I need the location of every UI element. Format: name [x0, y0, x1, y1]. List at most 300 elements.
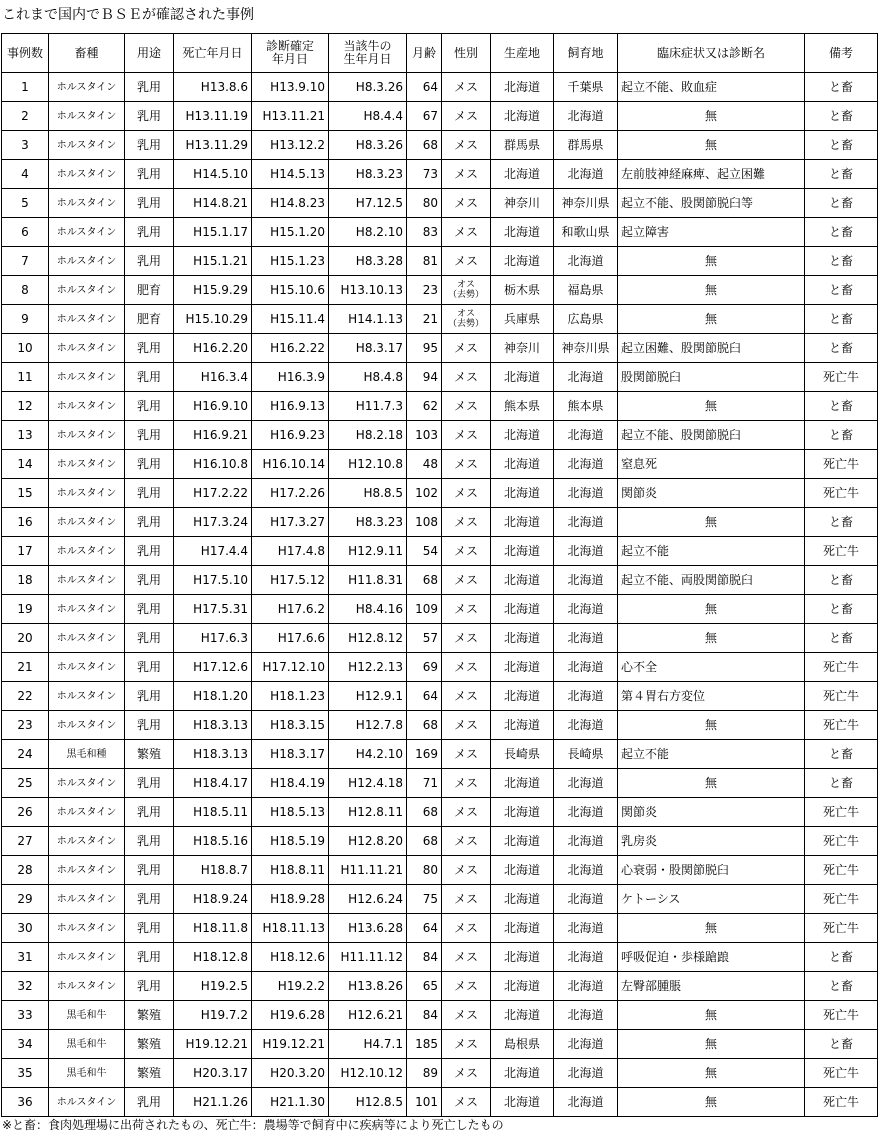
- cell-diagnosis-date: H16.10.14: [252, 450, 329, 479]
- cell-rearing-place: 神奈川県: [554, 189, 618, 218]
- cell-purpose: 乳用: [125, 450, 174, 479]
- table-row: [2, 218, 878, 247]
- cell-clinical-signs: 第４胃右方変位: [618, 682, 805, 711]
- cell-diagnosis-date: H18.5.13: [252, 798, 329, 827]
- cell-death-date: H21.1.26: [174, 1088, 252, 1117]
- cell-clinical-signs: 起立不能、股関節脱臼: [618, 421, 805, 450]
- cell-rearing-place: 北海道: [554, 682, 618, 711]
- cell-clinical-signs: 無: [618, 624, 805, 653]
- cell-case-number: 18: [2, 566, 49, 595]
- cell-birthplace: 神奈川: [491, 189, 554, 218]
- cell-clinical-signs: 左臀部腫脹: [618, 972, 805, 1001]
- cell-rearing-place: 北海道: [554, 595, 618, 624]
- cell-purpose: 乳用: [125, 856, 174, 885]
- table-row: [2, 885, 878, 914]
- cell-rearing-place: 北海道: [554, 943, 618, 972]
- table-row: [2, 479, 878, 508]
- cell-age-months: 21: [407, 305, 442, 334]
- cell-sex: メス: [442, 247, 491, 276]
- cell-breed: 黒毛和種: [49, 740, 125, 769]
- column-header-death-date: 死亡年月日: [174, 34, 252, 73]
- cell-birthplace: 北海道: [491, 624, 554, 653]
- cell-diagnosis-date: H16.2.22: [252, 334, 329, 363]
- cell-clinical-signs: 無: [618, 102, 805, 131]
- cell-age-months: 103: [407, 421, 442, 450]
- cell-breed: ホルスタイン: [49, 972, 125, 1001]
- cell-sex: メス: [442, 624, 491, 653]
- header-row: [2, 34, 878, 73]
- cell-case-number: 30: [2, 914, 49, 943]
- cell-purpose: 乳用: [125, 537, 174, 566]
- cell-diagnosis-date: H17.3.27: [252, 508, 329, 537]
- cell-sex: メス: [442, 943, 491, 972]
- cell-clinical-signs: 起立不能、股関節脱臼等: [618, 189, 805, 218]
- cell-diagnosis-date: H18.5.19: [252, 827, 329, 856]
- cell-diagnosis-date: H17.6.6: [252, 624, 329, 653]
- cell-remarks: と畜: [805, 508, 878, 537]
- cell-age-months: 57: [407, 624, 442, 653]
- cell-purpose: 乳用: [125, 508, 174, 537]
- cell-birthplace: 北海道: [491, 1088, 554, 1117]
- cell-breed: ホルスタイン: [49, 160, 125, 189]
- cell-case-number: 33: [2, 1001, 49, 1030]
- cell-diagnosis-date: H19.12.21: [252, 1030, 329, 1059]
- cell-age-months: 185: [407, 1030, 442, 1059]
- cell-age-months: 64: [407, 914, 442, 943]
- cell-sex: オス （去勢）: [442, 276, 491, 305]
- cell-rearing-place: 和歌山県: [554, 218, 618, 247]
- cell-death-date: H16.10.8: [174, 450, 252, 479]
- cell-birthplace: 北海道: [491, 160, 554, 189]
- cell-purpose: 乳用: [125, 247, 174, 276]
- cell-birth-date: H12.2.13: [329, 653, 407, 682]
- cell-sex: オス （去勢）: [442, 305, 491, 334]
- cell-sex: メス: [442, 334, 491, 363]
- cell-birth-date: H11.11.12: [329, 943, 407, 972]
- cell-sex: メス: [442, 102, 491, 131]
- table-row: [2, 305, 878, 334]
- cell-sex: メス: [442, 740, 491, 769]
- cell-remarks: 死亡牛: [805, 1088, 878, 1117]
- cell-rearing-place: 神奈川県: [554, 334, 618, 363]
- cell-birthplace: 北海道: [491, 1059, 554, 1088]
- cell-death-date: H18.11.8: [174, 914, 252, 943]
- cell-case-number: 20: [2, 624, 49, 653]
- cell-remarks: 死亡牛: [805, 1059, 878, 1088]
- cell-sex: メス: [442, 914, 491, 943]
- cell-birthplace: 北海道: [491, 102, 554, 131]
- cell-case-number: 6: [2, 218, 49, 247]
- cell-sex: メス: [442, 392, 491, 421]
- cell-birthplace: 北海道: [491, 972, 554, 1001]
- cell-birth-date: H8.3.17: [329, 334, 407, 363]
- cell-clinical-signs: 乳房炎: [618, 827, 805, 856]
- cell-remarks: 死亡牛: [805, 827, 878, 856]
- cell-purpose: 繁殖: [125, 1030, 174, 1059]
- column-header-birthplace: 生産地: [491, 34, 554, 73]
- cell-breed: ホルスタイン: [49, 566, 125, 595]
- cell-age-months: 101: [407, 1088, 442, 1117]
- cell-case-number: 29: [2, 885, 49, 914]
- cell-rearing-place: 群馬県: [554, 131, 618, 160]
- cell-clinical-signs: 関節炎: [618, 479, 805, 508]
- column-header-diagnosis-date: 診断確定 年月日: [252, 34, 329, 73]
- table-row: [2, 73, 878, 102]
- page-title: これまで国内でＢＳＥが確認された事例: [2, 7, 254, 23]
- cell-birthplace: 北海道: [491, 247, 554, 276]
- cell-clinical-signs: 呼吸促迫・歩様蹌踉: [618, 943, 805, 972]
- cell-death-date: H13.11.19: [174, 102, 252, 131]
- cell-clinical-signs: 無: [618, 1059, 805, 1088]
- cell-death-date: H16.9.21: [174, 421, 252, 450]
- cell-birth-date: H14.1.13: [329, 305, 407, 334]
- cell-diagnosis-date: H17.6.2: [252, 595, 329, 624]
- table-row: [2, 856, 878, 885]
- cell-rearing-place: 北海道: [554, 566, 618, 595]
- cell-case-number: 23: [2, 711, 49, 740]
- cell-case-number: 26: [2, 798, 49, 827]
- cell-remarks: と畜: [805, 334, 878, 363]
- table-body: [2, 73, 878, 1117]
- cell-clinical-signs: 無: [618, 1088, 805, 1117]
- table-row: [2, 1001, 878, 1030]
- cell-clinical-signs: 起立困難、股関節脱臼: [618, 334, 805, 363]
- cell-birthplace: 長崎県: [491, 740, 554, 769]
- cell-case-number: 13: [2, 421, 49, 450]
- cell-rearing-place: 北海道: [554, 537, 618, 566]
- cell-case-number: 12: [2, 392, 49, 421]
- cell-remarks: 死亡牛: [805, 711, 878, 740]
- cell-diagnosis-date: H19.2.2: [252, 972, 329, 1001]
- cell-clinical-signs: 窒息死: [618, 450, 805, 479]
- cell-breed: ホルスタイン: [49, 711, 125, 740]
- cell-breed: ホルスタイン: [49, 247, 125, 276]
- cell-diagnosis-date: H18.4.19: [252, 769, 329, 798]
- cell-birth-date: H12.9.1: [329, 682, 407, 711]
- cell-remarks: と畜: [805, 218, 878, 247]
- cell-case-number: 17: [2, 537, 49, 566]
- cell-birth-date: H8.3.23: [329, 508, 407, 537]
- cell-birthplace: 北海道: [491, 856, 554, 885]
- cell-birth-date: H8.2.10: [329, 218, 407, 247]
- cell-birthplace: 神奈川: [491, 334, 554, 363]
- cell-rearing-place: 北海道: [554, 363, 618, 392]
- cell-birthplace: 北海道: [491, 479, 554, 508]
- cell-death-date: H17.5.31: [174, 595, 252, 624]
- cell-breed: ホルスタイン: [49, 595, 125, 624]
- cell-remarks: と畜: [805, 972, 878, 1001]
- cell-age-months: 48: [407, 450, 442, 479]
- cell-clinical-signs: 起立不能、両股関節脱臼: [618, 566, 805, 595]
- cell-remarks: と畜: [805, 392, 878, 421]
- cell-death-date: H16.2.20: [174, 334, 252, 363]
- cell-death-date: H18.9.24: [174, 885, 252, 914]
- cell-age-months: 23: [407, 276, 442, 305]
- cell-case-number: 11: [2, 363, 49, 392]
- cell-sex: メス: [442, 537, 491, 566]
- cell-breed: ホルスタイン: [49, 1088, 125, 1117]
- cell-birth-date: H11.11.21: [329, 856, 407, 885]
- cell-sex: メス: [442, 1001, 491, 1030]
- cell-birth-date: H4.7.1: [329, 1030, 407, 1059]
- cell-rearing-place: 北海道: [554, 769, 618, 798]
- cell-clinical-signs: 無: [618, 508, 805, 537]
- cell-diagnosis-date: H15.10.6: [252, 276, 329, 305]
- cell-birth-date: H12.10.8: [329, 450, 407, 479]
- cell-diagnosis-date: H13.12.2: [252, 131, 329, 160]
- cell-sex: メス: [442, 711, 491, 740]
- cell-purpose: 乳用: [125, 885, 174, 914]
- table-row: [2, 682, 878, 711]
- cell-age-months: 95: [407, 334, 442, 363]
- cell-death-date: H20.3.17: [174, 1059, 252, 1088]
- cell-diagnosis-date: H18.12.6: [252, 943, 329, 972]
- column-header-remarks: 備考: [805, 34, 878, 73]
- cell-sex: メス: [442, 885, 491, 914]
- cell-purpose: 乳用: [125, 624, 174, 653]
- cell-breed: 黒毛和牛: [49, 1059, 125, 1088]
- cell-birthplace: 島根県: [491, 1030, 554, 1059]
- cell-sex: メス: [442, 653, 491, 682]
- cell-case-number: 9: [2, 305, 49, 334]
- cell-remarks: と畜: [805, 276, 878, 305]
- cell-birth-date: H12.9.11: [329, 537, 407, 566]
- cell-rearing-place: 北海道: [554, 885, 618, 914]
- cell-breed: ホルスタイン: [49, 102, 125, 131]
- cell-diagnosis-date: H17.4.8: [252, 537, 329, 566]
- table-row: [2, 1059, 878, 1088]
- cell-clinical-signs: 無: [618, 711, 805, 740]
- cell-clinical-signs: 左前肢神経麻痺、起立困難: [618, 160, 805, 189]
- cell-case-number: 25: [2, 769, 49, 798]
- cell-sex: メス: [442, 1059, 491, 1088]
- cell-purpose: 乳用: [125, 769, 174, 798]
- cell-breed: ホルスタイン: [49, 827, 125, 856]
- cell-remarks: と畜: [805, 769, 878, 798]
- cell-rearing-place: 北海道: [554, 798, 618, 827]
- cell-diagnosis-date: H17.2.26: [252, 479, 329, 508]
- cell-purpose: 乳用: [125, 218, 174, 247]
- cell-purpose: 乳用: [125, 131, 174, 160]
- cell-birth-date: H8.3.26: [329, 131, 407, 160]
- cell-birth-date: H12.8.5: [329, 1088, 407, 1117]
- cell-diagnosis-date: H18.9.28: [252, 885, 329, 914]
- cell-breed: 黒毛和牛: [49, 1001, 125, 1030]
- cell-purpose: 乳用: [125, 798, 174, 827]
- cell-age-months: 62: [407, 392, 442, 421]
- cell-death-date: H15.10.29: [174, 305, 252, 334]
- cell-age-months: 89: [407, 1059, 442, 1088]
- cell-purpose: 乳用: [125, 595, 174, 624]
- cell-purpose: 繁殖: [125, 1059, 174, 1088]
- cell-sex: メス: [442, 566, 491, 595]
- cell-clinical-signs: 無: [618, 1030, 805, 1059]
- table-row: [2, 247, 878, 276]
- cell-death-date: H18.5.11: [174, 798, 252, 827]
- cell-remarks: と畜: [805, 1030, 878, 1059]
- cell-birthplace: 北海道: [491, 73, 554, 102]
- cell-breed: ホルスタイン: [49, 189, 125, 218]
- cell-birthplace: 北海道: [491, 1001, 554, 1030]
- cell-death-date: H18.1.20: [174, 682, 252, 711]
- cell-birth-date: H8.3.26: [329, 73, 407, 102]
- cell-sex: メス: [442, 972, 491, 1001]
- cell-rearing-place: 北海道: [554, 247, 618, 276]
- cell-case-number: 24: [2, 740, 49, 769]
- cell-birth-date: H12.8.20: [329, 827, 407, 856]
- cell-birthplace: 北海道: [491, 450, 554, 479]
- cell-sex: メス: [442, 682, 491, 711]
- cell-remarks: 死亡牛: [805, 450, 878, 479]
- cell-death-date: H18.4.17: [174, 769, 252, 798]
- cell-age-months: 102: [407, 479, 442, 508]
- cell-purpose: 乳用: [125, 421, 174, 450]
- cell-breed: ホルスタイン: [49, 305, 125, 334]
- table-row: [2, 827, 878, 856]
- cell-birthplace: 北海道: [491, 566, 554, 595]
- cell-remarks: と畜: [805, 160, 878, 189]
- cell-age-months: 83: [407, 218, 442, 247]
- cell-death-date: H17.6.3: [174, 624, 252, 653]
- cell-age-months: 75: [407, 885, 442, 914]
- cell-breed: ホルスタイン: [49, 421, 125, 450]
- cell-birthplace: 北海道: [491, 711, 554, 740]
- cell-death-date: H18.3.13: [174, 740, 252, 769]
- cell-birthplace: 群馬県: [491, 131, 554, 160]
- table-row: [2, 334, 878, 363]
- cell-birth-date: H12.7.8: [329, 711, 407, 740]
- cell-clinical-signs: 関節炎: [618, 798, 805, 827]
- cell-age-months: 80: [407, 189, 442, 218]
- cell-clinical-signs: 起立不能: [618, 740, 805, 769]
- cell-diagnosis-date: H15.11.4: [252, 305, 329, 334]
- cell-breed: ホルスタイン: [49, 537, 125, 566]
- table-row: [2, 798, 878, 827]
- cell-clinical-signs: 無: [618, 247, 805, 276]
- cell-case-number: 1: [2, 73, 49, 102]
- cell-remarks: 死亡牛: [805, 537, 878, 566]
- cell-diagnosis-date: H18.11.13: [252, 914, 329, 943]
- cell-birth-date: H12.6.24: [329, 885, 407, 914]
- cell-rearing-place: 北海道: [554, 1030, 618, 1059]
- cell-sex: メス: [442, 798, 491, 827]
- cell-clinical-signs: ケトーシス: [618, 885, 805, 914]
- table-row: [2, 711, 878, 740]
- cell-age-months: 80: [407, 856, 442, 885]
- table-row: [2, 160, 878, 189]
- cell-breed: ホルスタイン: [49, 798, 125, 827]
- cell-purpose: 乳用: [125, 827, 174, 856]
- cell-death-date: H15.1.21: [174, 247, 252, 276]
- cell-breed: ホルスタイン: [49, 334, 125, 363]
- cell-sex: メス: [442, 160, 491, 189]
- cell-birth-date: H7.12.5: [329, 189, 407, 218]
- cell-birth-date: H11.7.3: [329, 392, 407, 421]
- cell-case-number: 27: [2, 827, 49, 856]
- cell-clinical-signs: 無: [618, 131, 805, 160]
- cell-age-months: 169: [407, 740, 442, 769]
- cell-sex: メス: [442, 595, 491, 624]
- cell-rearing-place: 北海道: [554, 624, 618, 653]
- cell-sex: メス: [442, 421, 491, 450]
- cell-remarks: と畜: [805, 131, 878, 160]
- cell-case-number: 35: [2, 1059, 49, 1088]
- cell-remarks: と畜: [805, 595, 878, 624]
- cell-rearing-place: 北海道: [554, 1088, 618, 1117]
- cell-sex: メス: [442, 827, 491, 856]
- cell-death-date: H17.4.4: [174, 537, 252, 566]
- column-header-clinical-signs: 臨床症状又は診断名: [618, 34, 805, 73]
- cell-case-number: 15: [2, 479, 49, 508]
- column-header-case-number: 事例数: [2, 34, 49, 73]
- cell-birth-date: H8.4.8: [329, 363, 407, 392]
- cell-case-number: 8: [2, 276, 49, 305]
- cell-remarks: 死亡牛: [805, 914, 878, 943]
- cell-remarks: 死亡牛: [805, 363, 878, 392]
- cell-sex: メス: [442, 1088, 491, 1117]
- column-header-birth-date: 当該牛の 生年月日: [329, 34, 407, 73]
- cell-age-months: 68: [407, 798, 442, 827]
- cell-age-months: 109: [407, 595, 442, 624]
- table-row: [2, 1030, 878, 1059]
- cell-death-date: H17.12.6: [174, 653, 252, 682]
- cell-case-number: 14: [2, 450, 49, 479]
- cell-rearing-place: 北海道: [554, 856, 618, 885]
- cell-sex: メス: [442, 189, 491, 218]
- cell-breed: ホルスタイン: [49, 914, 125, 943]
- cell-birth-date: H8.4.16: [329, 595, 407, 624]
- cell-diagnosis-date: H15.1.23: [252, 247, 329, 276]
- cell-rearing-place: 北海道: [554, 711, 618, 740]
- cell-breed: ホルスタイン: [49, 682, 125, 711]
- cell-death-date: H15.9.29: [174, 276, 252, 305]
- cell-purpose: 肥育: [125, 276, 174, 305]
- cell-rearing-place: 北海道: [554, 421, 618, 450]
- cell-purpose: 乳用: [125, 943, 174, 972]
- cell-sex: メス: [442, 450, 491, 479]
- cell-birth-date: H8.2.18: [329, 421, 407, 450]
- cell-death-date: H14.8.21: [174, 189, 252, 218]
- cell-age-months: 71: [407, 769, 442, 798]
- cell-case-number: 19: [2, 595, 49, 624]
- cell-purpose: 乳用: [125, 334, 174, 363]
- cell-case-number: 7: [2, 247, 49, 276]
- cell-sex: メス: [442, 73, 491, 102]
- cell-age-months: 68: [407, 131, 442, 160]
- cell-birth-date: H12.10.12: [329, 1059, 407, 1088]
- cell-birthplace: 北海道: [491, 363, 554, 392]
- cell-diagnosis-date: H17.5.12: [252, 566, 329, 595]
- cell-age-months: 68: [407, 711, 442, 740]
- cell-purpose: 乳用: [125, 653, 174, 682]
- cell-case-number: 2: [2, 102, 49, 131]
- cell-rearing-place: 北海道: [554, 450, 618, 479]
- cell-diagnosis-date: H21.1.30: [252, 1088, 329, 1117]
- table-row: [2, 131, 878, 160]
- cell-birth-date: H8.3.28: [329, 247, 407, 276]
- cell-rearing-place: 広島県: [554, 305, 618, 334]
- cell-case-number: 31: [2, 943, 49, 972]
- cell-birthplace: 北海道: [491, 421, 554, 450]
- table-row: [2, 566, 878, 595]
- cell-breed: ホルスタイン: [49, 450, 125, 479]
- cell-sex: メス: [442, 856, 491, 885]
- cell-birthplace: 北海道: [491, 595, 554, 624]
- cell-death-date: H14.5.10: [174, 160, 252, 189]
- cell-remarks: と畜: [805, 73, 878, 102]
- cell-diagnosis-date: H14.5.13: [252, 160, 329, 189]
- cell-rearing-place: 長崎県: [554, 740, 618, 769]
